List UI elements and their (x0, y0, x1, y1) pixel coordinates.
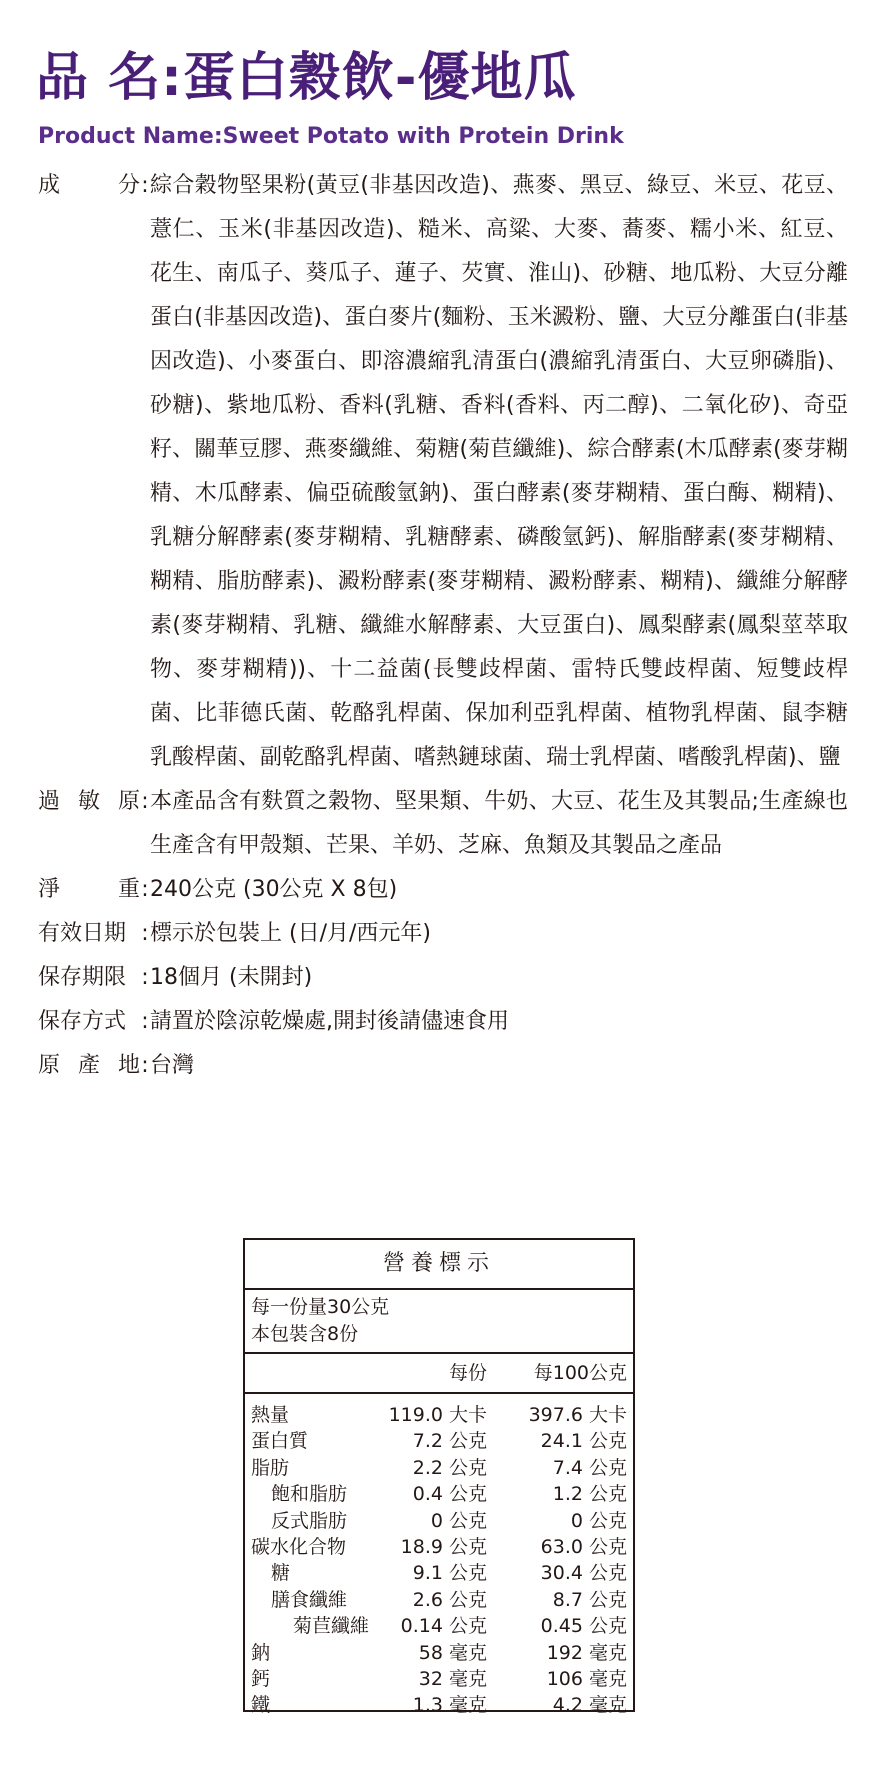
nutrient-name: 膳食纖維 (271, 1588, 348, 1611)
serving-size: 每一份量30公克 (251, 1296, 390, 1318)
nutrient-name: 菊苣纖維 (293, 1615, 370, 1638)
nutrient-row (245, 1481, 633, 1507)
header-per-100g: 每100公克 (533, 1362, 627, 1384)
nutrient-per-serving: 32 毫克 (418, 1667, 487, 1690)
nutrient-name: 碳水化合物 (251, 1535, 347, 1558)
nutrient-per-100g: 192 毫克 (546, 1641, 627, 1664)
nutrient-per-serving: 2.2 公克 (412, 1456, 487, 1479)
nutrient-row (245, 1560, 633, 1586)
nutrient-name: 蛋白質 (251, 1430, 309, 1453)
nutrient-per-100g: 24.1 公克 (540, 1430, 627, 1453)
info-label: 保存方式 (38, 1009, 127, 1034)
info-label: 保存期限 (38, 965, 127, 990)
nutrient-per-serving: 18.9 公克 (400, 1535, 487, 1558)
info-value: 18個月 (未開封) (150, 965, 313, 990)
nutrient-row (245, 1666, 633, 1692)
info-row (38, 868, 848, 912)
nutrient-per-serving: 58 毫克 (418, 1641, 487, 1664)
nutrient-list (245, 1394, 633, 1719)
nutrient-name: 反式脂肪 (271, 1509, 348, 1532)
nutrient-per-100g: 30.4 公克 (540, 1562, 627, 1585)
nutrient-per-100g: 8.7 公克 (552, 1588, 627, 1611)
nutrient-row (245, 1508, 633, 1534)
info-colon: : (141, 921, 149, 946)
nutrient-row (245, 1402, 633, 1428)
info-row (38, 780, 848, 868)
info-label: 有效日期 (38, 921, 127, 946)
nutrient-per-100g: 0 公克 (570, 1509, 627, 1532)
info-value: 綜合穀物堅果粉(黃豆(非基因改造)、燕麥、黑豆、綠豆、米豆、花豆、薏仁、玉米(非基因改造)、糙米、高粱、大麥、蕎麥、糯小米、紅豆、花生、南瓜子、葵瓜子、蓮子、芡實、淮山)、砂糖、地瓜粉、大豆分離蛋白(非基因改造)、蛋白麥片(麵粉、玉米澱粉、鹽、大豆分離蛋白(非基因改造)、小麥蛋白、即溶濃縮乳清蛋白(濃縮乳清蛋白、大豆卵磷脂)、砂糖)、紫地瓜粉、香料(乳糖、香料(香料、丙二醇)、二氧化矽)、奇亞籽、關華豆膠、燕麥纖維、菊糖(菊苣纖維)、綜合酵素(木瓜酵素(麥芽糊精、木瓜酵素、偏亞硫酸氫鈉)、蛋白酵素(麥芽糊精、蛋白酶、糊精)、乳糖分解酵素(麥芽糊精、乳糖酵素、磷酸氫鈣)、解脂酵素(麥芽糊精、糊精、脂肪酵素)、澱粉酵素(麥芽糊精、澱粉酵素、糊精)、纖維分解酵素(麥芽糊精、乳糖、纖維水解酵素、大豆蛋白)、鳳梨酵素(鳳梨莖萃取物、麥芽糊精))、十二益菌(長雙歧桿菌、雷特氏雙歧桿菌、短雙歧桿菌、比菲德氏菌、乾酪乳桿菌、保加利亞乳桿菌、植物乳桿菌、鼠李糖乳酸桿菌、副乾酪乳桿菌、嗜熱鏈球菌、瑞士乳桿菌、嗜酸乳桿菌)、鹽 (150, 173, 848, 770)
info-label: 原 產 地 (38, 1053, 140, 1078)
info-label: 過 敏 原 (38, 789, 140, 814)
nutrient-name: 鐵 (251, 1694, 271, 1717)
info-colon: : (141, 789, 149, 814)
nutrient-row (245, 1692, 633, 1718)
info-label: 淨 重 (38, 877, 140, 902)
nutrient-row (245, 1455, 633, 1481)
nutrient-per-100g: 397.6 大卡 (528, 1404, 627, 1426)
nutrient-row (245, 1613, 633, 1639)
info-colon: : (141, 1053, 149, 1078)
nutrient-per-serving: 1.3 毫克 (412, 1694, 487, 1717)
nutrient-row (245, 1587, 633, 1613)
nutrient-per-serving: 119.0 大卡 (388, 1404, 487, 1426)
product-info-list (38, 164, 848, 1088)
serving-info (245, 1290, 633, 1354)
info-colon: : (141, 877, 149, 902)
info-colon: : (141, 1009, 149, 1034)
nutrient-per-100g: 1.2 公克 (552, 1483, 627, 1506)
info-value: 本產品含有麩質之穀物、堅果類、牛奶、大豆、花生及其製品;生產線也生產含有甲殼類、芒果、羊奶、芝麻、魚類及其製品之產品 (150, 789, 848, 858)
header-spacer (245, 1354, 380, 1392)
nutrient-name: 熱量 (251, 1404, 290, 1426)
nutrient-per-100g: 0.45 公克 (540, 1615, 627, 1638)
info-value: 標示於包裝上 (日/月/西元年) (150, 921, 431, 946)
nutrient-name: 鈣 (251, 1667, 271, 1690)
nutrient-name: 飽和脂肪 (271, 1483, 348, 1506)
product-title: 品 名:蛋白穀飲-優地瓜 (36, 48, 577, 108)
nutrient-name: 脂肪 (251, 1456, 290, 1479)
info-label: 成 分 (38, 173, 140, 198)
nutrient-per-serving: 0.4 公克 (412, 1483, 487, 1506)
nutrition-title: 營養標示 (245, 1240, 633, 1290)
nutrient-per-serving: 0 公克 (430, 1509, 487, 1532)
info-value: 台灣 (150, 1053, 195, 1078)
nutrient-row (245, 1428, 633, 1454)
info-colon: : (141, 173, 149, 198)
nutrient-per-100g: 106 毫克 (546, 1667, 627, 1690)
nutrient-per-100g: 63.0 公克 (540, 1535, 627, 1558)
info-row (38, 1000, 848, 1044)
nutrition-column-headers (245, 1354, 633, 1394)
nutrient-per-serving: 2.6 公克 (412, 1588, 487, 1611)
nutrition-facts-table (243, 1238, 635, 1717)
nutrient-name: 糖 (271, 1562, 291, 1585)
info-row (38, 912, 848, 956)
header-per-serving: 每份 (448, 1362, 487, 1384)
info-row (38, 1044, 848, 1088)
nutrient-row (245, 1640, 633, 1666)
info-colon: : (141, 965, 149, 990)
info-row (38, 956, 848, 1000)
info-value: 請置於陰涼乾燥處,開封後請儘速食用 (150, 1009, 509, 1034)
nutrient-per-serving: 7.2 公克 (412, 1430, 487, 1453)
nutrient-per-serving: 0.14 公克 (400, 1615, 487, 1638)
nutrient-row (245, 1534, 633, 1560)
product-subtitle: Product Name:Sweet Potato with Protein Drink (38, 124, 624, 149)
info-value: 240公克 (30公克 X 8包) (150, 877, 398, 902)
nutrient-per-serving: 9.1 公克 (412, 1562, 487, 1585)
info-row (38, 164, 848, 780)
nutrient-name: 鈉 (251, 1641, 271, 1664)
nutrient-per-100g: 4.2 毫克 (552, 1694, 627, 1717)
servings-per-package: 本包裝含8份 (251, 1323, 359, 1345)
nutrient-per-100g: 7.4 公克 (552, 1456, 627, 1479)
